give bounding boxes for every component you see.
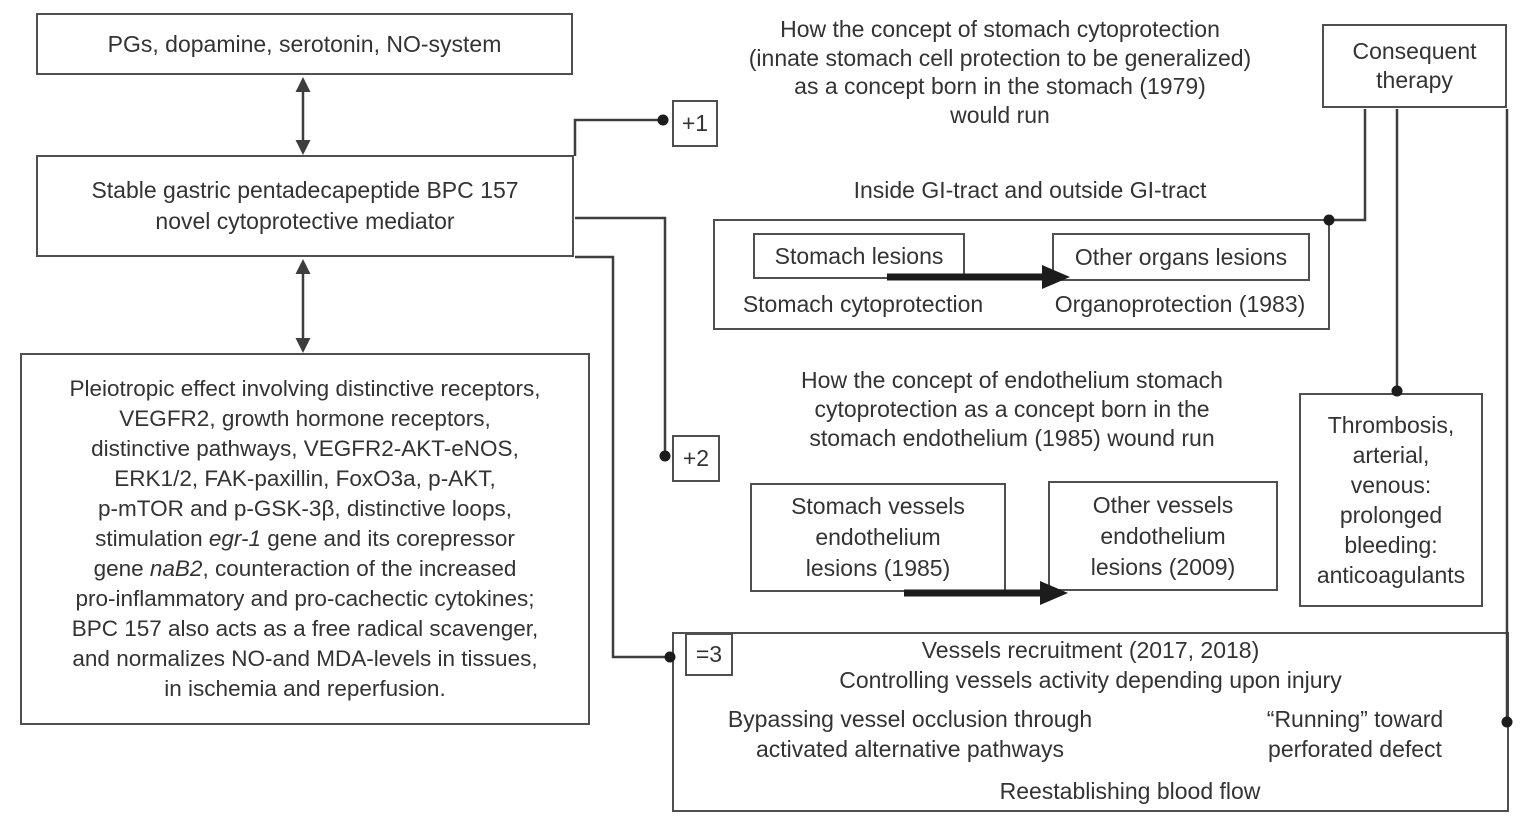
pleiotropic-line4: ERK1/2, FAK-paxillin, FoxO3a, p-AKT,	[114, 466, 496, 491]
plus2-marker-box	[672, 435, 720, 482]
stomach-vessels-line3: lesions (1985)	[805, 555, 951, 581]
pleiotropic-line7-post: , counteraction of the increased	[202, 556, 517, 581]
other-vessels-line3: lesions (2009)	[1090, 553, 1236, 580]
pleiotropic-line9: BPC 157 also acts as a free radical scavenger,	[71, 616, 539, 641]
vessels-recruitment-label: Vessels recruitment (2017, 2018)	[921, 637, 1260, 663]
consequent-line2: therapy	[1376, 67, 1453, 93]
other-vessels-box	[1048, 481, 1278, 591]
heading-endothelium-1985	[722, 366, 1302, 453]
consequent-therapy-box	[1322, 24, 1507, 108]
plus2-label: +2	[682, 445, 710, 471]
thrombosis-box	[1299, 393, 1483, 607]
other-organs-lesions-box	[1052, 233, 1310, 281]
heading-1979-line2: (innate stomach cell protection to be generalized)	[748, 44, 1252, 71]
thrombosis-line3: venous:	[1350, 472, 1432, 498]
thrombosis-line4: prolonged	[1339, 502, 1443, 528]
stomach-vessels-line1: Stomach vessels	[791, 493, 965, 519]
plus1-label: +1	[681, 110, 709, 136]
double-arrow-bpc-pleiotropic	[296, 259, 311, 353]
heading-1985-line3: stomach endothelium (1985) wound run	[809, 425, 1215, 451]
heading-inside-gi-tract: Inside GI-tract and outside GI-tract	[853, 177, 1207, 203]
pleiotropic-line3: distinctive pathways, VEGFR2-AKT-eNOS,	[91, 436, 519, 461]
pleiotropic-line5: p-mTOR and p-GSK-3β, distinctive loops,	[98, 496, 512, 521]
heading-1979-line4: would run	[950, 101, 1050, 128]
pleiotropic-line7	[94, 554, 517, 584]
running-line1: “Running” toward	[1266, 706, 1444, 732]
pleiotropic-line1: Pleiotropic effect involving distinctive receptors,	[69, 376, 541, 401]
pleiotropic-line8: pro-inflammatory and pro-cachectic cytokines;	[75, 586, 535, 611]
nab2-gene-italic: naB2	[149, 556, 203, 581]
pleiotropic-line6-post: gene and its corepressor	[261, 526, 515, 551]
bpc-line2: novel cytoprotective mediator	[155, 208, 455, 234]
heading-stomach-cytoprotection-1979	[660, 15, 1340, 129]
running-toward-defect-label	[1230, 704, 1480, 764]
plus1-marker-box	[672, 100, 718, 147]
junction-dot-plus2	[660, 451, 671, 462]
stomach-lesions-label: Stomach lesions	[774, 242, 944, 269]
connector-bpc-to-equals3	[575, 257, 676, 663]
pleiotropic-effect-box	[20, 353, 590, 725]
pleiotropic-line6	[95, 524, 515, 554]
stomach-vessels-line2: endothelium	[815, 524, 941, 550]
controlling-vessels-label: Controlling vessels activity depending upon injury	[839, 667, 1342, 693]
pleiotropic-line2: VEGFR2, growth hormone receptors,	[119, 406, 491, 431]
connector-bpc-to-plus1	[575, 115, 669, 157]
thrombosis-line2: arterial,	[1352, 442, 1430, 468]
running-line2: perforated defect	[1268, 736, 1442, 762]
mediators-text: PGs, dopamine, serotonin, NO-system	[107, 30, 502, 57]
equals3-label: =3	[695, 641, 723, 667]
pleiotropic-line10: and normalizes NO-and MDA-levels in tissues,	[72, 646, 538, 671]
thrombosis-line5: bleeding:	[1344, 532, 1438, 558]
bpc-157-box	[36, 155, 574, 257]
bypassing-occlusion-label	[690, 704, 1130, 764]
heading-1985-line1: How the concept of endothelium stomach	[801, 367, 1223, 393]
thrombosis-line1: Thrombosis,	[1327, 412, 1455, 438]
other-vessels-line1: Other vessels	[1092, 491, 1234, 518]
reestablishing-blood-flow-label: Reestablishing blood flow	[999, 778, 1261, 804]
thrombosis-line6: anticoagulants	[1316, 562, 1466, 588]
stomach-lesions-box	[753, 233, 965, 279]
pleiotropic-line7-pre: gene	[93, 556, 150, 581]
stomach-cytoprotection-label: Stomach cytoprotection	[742, 291, 984, 317]
other-vessels-line2: endothelium	[1100, 522, 1226, 549]
consequent-line1: Consequent	[1352, 38, 1477, 64]
pleiotropic-line11: in ischemia and reperfusion.	[164, 676, 446, 701]
bypassing-line2: activated alternative pathways	[755, 736, 1065, 762]
egr-1-gene-italic: egr-1	[208, 526, 261, 551]
connector-consequent-to-thrombosis	[1392, 109, 1403, 397]
bypassing-line1: Bypassing vessel occlusion through	[727, 706, 1093, 732]
heading-1979-line1: How the concept of stomach cytoprotection	[780, 16, 1220, 42]
double-arrow-mediators-bpc	[296, 77, 311, 155]
organoprotection-label: Organoprotection (1983)	[1054, 291, 1306, 317]
other-organs-lesions-label: Other organs lesions	[1074, 243, 1288, 270]
mediators-box	[36, 13, 573, 75]
heading-1979-line3: as a concept born in the stomach (1979)	[794, 73, 1206, 99]
stomach-vessels-box	[750, 483, 1006, 592]
heading-1985-line2: cytoprotection as a concept born in the	[814, 396, 1210, 422]
pleiotropic-line6-pre: stimulation	[95, 526, 209, 551]
bpc-line1: Stable gastric pentadecapeptide BPC 157	[91, 177, 519, 203]
